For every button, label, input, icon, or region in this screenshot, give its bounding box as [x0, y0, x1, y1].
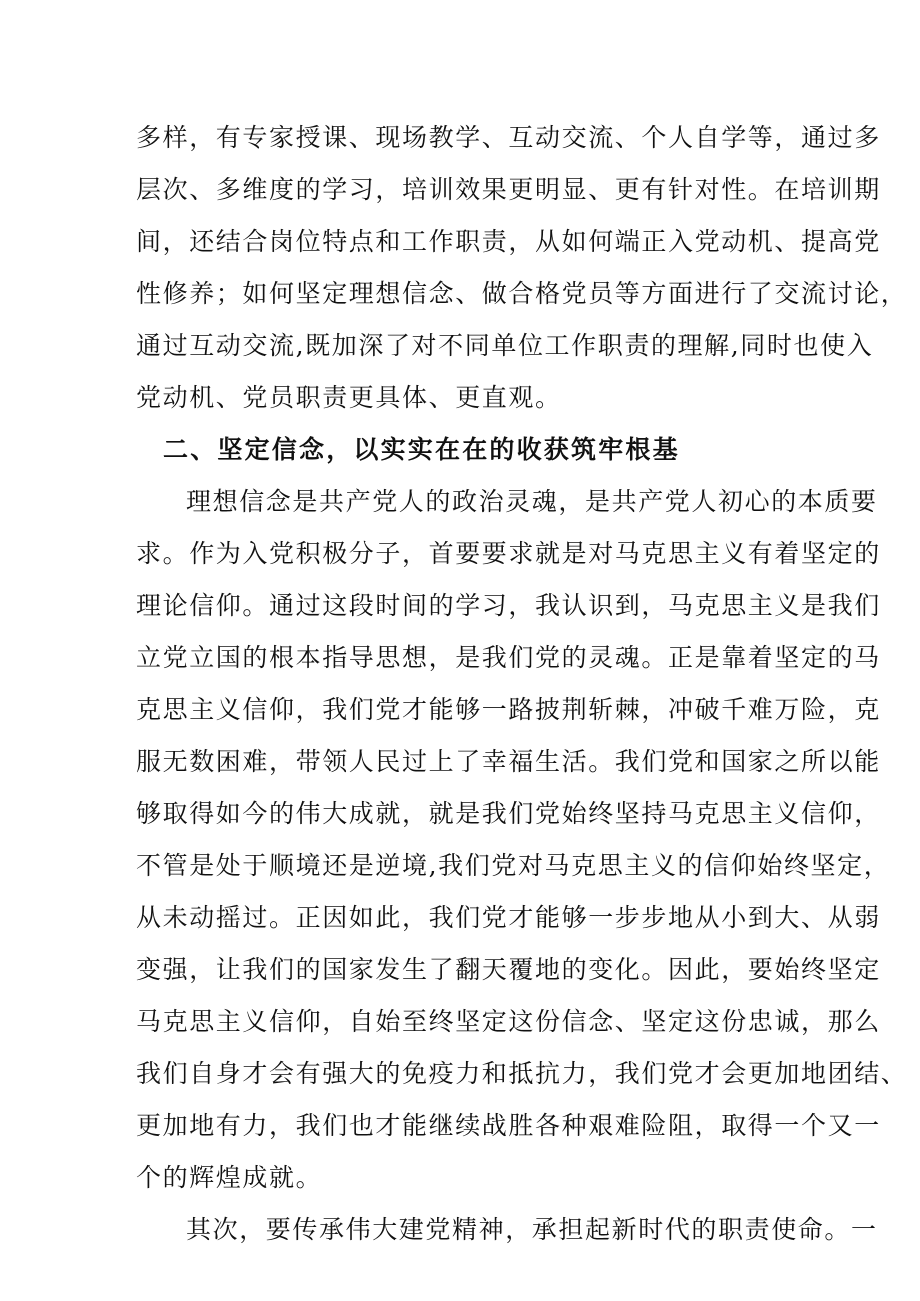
- paragraph-line: 间，还结合岗位特点和工作职责，从如何端正入党动机、提高党: [136, 227, 881, 256]
- paragraph-line: 多样，有专家授课、现场教学、互动交流、个人自学等，通过多: [136, 123, 881, 152]
- paragraph-line: 理想信念是共产党人的政治灵魂，是共产党人初心的本质要: [186, 487, 878, 516]
- paragraph-line: 其次，要传承伟大建党精神，承担起新时代的职责使命。一: [186, 1215, 878, 1244]
- paragraph-line: 求。作为入党积极分子，首要要求就是对马克思主义有着坚定的: [136, 539, 881, 568]
- document-body: [136, 112, 908, 1256]
- paragraph-line: 够取得如今的伟大成就，就是我们党始终坚持马克思主义信仰，: [136, 799, 881, 828]
- section-heading: 二、坚定信念，以实实在在的收获筑牢根基: [163, 435, 680, 464]
- paragraph-line: 性修养；如何坚定理想信念、做合格党员等方面进行了交流讨论，: [136, 279, 908, 308]
- paragraph-line: 立党立国的根本指导思想，是我们党的灵魂。正是靠着坚定的马: [136, 643, 881, 672]
- paragraph-line: 克思主义信仰，我们党才能够一路披荆斩棘，冲破千难万险，克: [136, 695, 881, 724]
- paragraph-line: 服无数困难，带领人民过上了幸福生活。我们党和国家之所以能: [136, 747, 881, 776]
- paragraph-line: 个的辉煌成就。: [136, 1163, 323, 1192]
- paragraph-line: 从未动摇过。正因如此，我们党才能够一步步地从小到大、从弱: [136, 903, 881, 932]
- paragraph-line: 更加地有力，我们也才能继续战胜各种艰难险阻，取得一个又一: [136, 1111, 881, 1140]
- paragraph-3: [136, 1204, 878, 1256]
- paragraph-2: [136, 476, 908, 1204]
- paragraph-1: [136, 112, 908, 424]
- paragraph-line: 层次、多维度的学习，培训效果更明显、更有针对性。在培训期: [136, 175, 881, 204]
- paragraph-line: 马克思主义信仰，自始至终坚定这份信念、坚定这份忠诚，那么: [136, 1007, 881, 1036]
- paragraph-line: 变强，让我们的国家发生了翻天覆地的变化。因此，要始终坚定: [136, 955, 881, 984]
- paragraph-line: 理论信仰。通过这段时间的学习，我认识到，马克思主义是我们: [136, 591, 881, 620]
- paragraph-line: 通过互动交流,既加深了对不同单位工作职责的理解,同时也使入: [136, 331, 874, 360]
- paragraph-line: 不管是处于顺境还是逆境,我们党对马克思主义的信仰始终坚定，: [136, 851, 891, 880]
- paragraph-line: 党动机、党员职责更具体、更直观。: [136, 383, 562, 412]
- paragraph-line: 我们自身才会有强大的免疫力和抵抗力，我们党才会更加地团结、: [136, 1059, 908, 1088]
